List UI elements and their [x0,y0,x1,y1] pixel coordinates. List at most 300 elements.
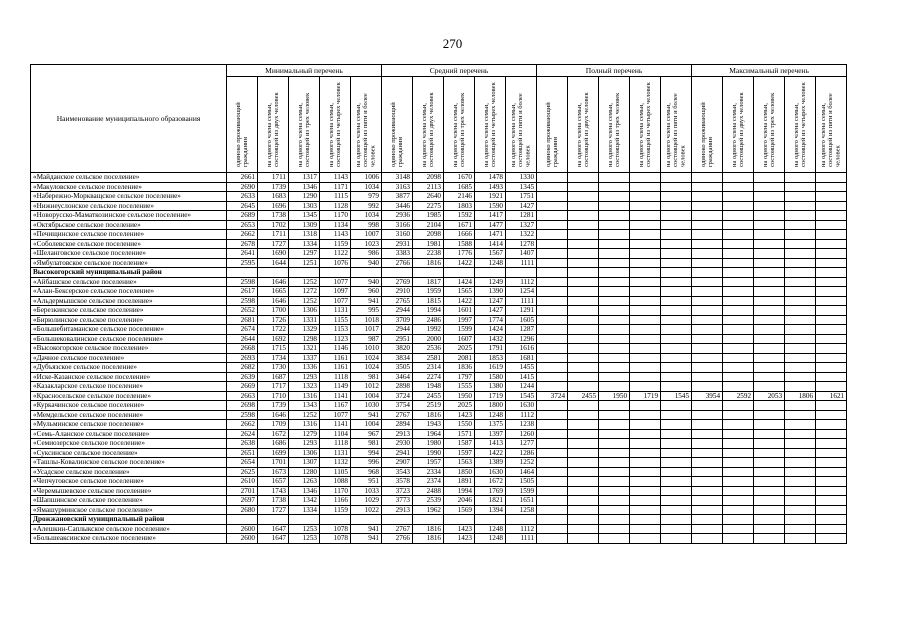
subcolumn-header [413,77,444,173]
table-row [31,524,847,534]
settlement-name: «Дубъязское сельское поселение» [31,363,227,373]
value-cell: 2455 [568,391,599,401]
value-cell [754,458,785,468]
value-cell: 1738 [258,496,289,506]
value-cell: 981 [351,372,382,382]
value-cell [692,230,723,240]
value-cell: 1279 [289,429,320,439]
settlement-name: «Майданское сельское поселение» [31,173,227,183]
value-cell: 1252 [506,458,537,468]
value-cell: 1346 [289,486,320,496]
value-cell: 1727 [258,505,289,515]
value-cell [661,201,692,211]
settlement-name: «Айбашское сельское поселение» [31,277,227,287]
value-cell: 1957 [413,458,444,468]
value-cell: 1077 [320,410,351,420]
value-cell [816,211,847,221]
value-cell [661,524,692,534]
value-cell [599,344,630,354]
value-cell [661,249,692,259]
subcolumn-header-label: на одного члена семьи, состоящей из четырех человек [327,82,342,167]
value-cell: 987 [351,334,382,344]
value-cell [816,505,847,515]
value-cell [568,173,599,183]
subcolumn-header [568,77,599,173]
value-cell [692,287,723,297]
value-cell [630,458,661,468]
value-cell [568,220,599,230]
value-cell [568,230,599,240]
value-cell: 2539 [413,496,444,506]
value-cell: 2698 [227,401,258,411]
value-cell: 1569 [444,505,475,515]
value-cell [692,467,723,477]
value-cell: 2274 [413,372,444,382]
value-cell [754,201,785,211]
value-cell [444,515,475,525]
value-cell [785,524,816,534]
value-cell: 3464 [382,372,413,382]
value-cell: 2486 [413,315,444,325]
value-cell: 1719 [630,391,661,401]
value-cell [630,448,661,458]
table-row [31,496,847,506]
value-cell: 1791 [475,344,506,354]
value-cell: 2053 [754,391,785,401]
value-cell: 2913 [382,505,413,515]
table-row [31,505,847,515]
value-cell: 1277 [506,439,537,449]
value-cell: 1646 [258,296,289,306]
value-cell: 1141 [320,420,351,430]
value-cell: 2766 [382,258,413,268]
subcolumn-header [289,77,320,173]
value-cell: 1743 [258,486,289,496]
value-cell: 1769 [475,486,506,496]
value-cell: 1029 [351,496,382,506]
value-cell: 1651 [506,496,537,506]
value-cell: 981 [351,439,382,449]
value-cell [568,211,599,221]
value-cell: 1948 [413,382,444,392]
value-cell: 1278 [506,239,537,249]
value-cell: 2046 [444,496,475,506]
value-cell: 1306 [289,306,320,316]
value-cell [537,477,568,487]
value-cell: 1590 [475,201,506,211]
value-cell: 1597 [444,448,475,458]
value-cell: 1751 [506,192,537,202]
value-cell [661,306,692,316]
value-cell [568,315,599,325]
value-cell [816,239,847,249]
value-cell [816,486,847,496]
subcolumn-header [506,77,537,173]
value-cell [630,486,661,496]
value-cell [754,372,785,382]
value-cell [568,534,599,544]
value-cell [754,268,785,278]
value-cell: 1821 [475,496,506,506]
value-cell: 1238 [506,420,537,430]
value-cell: 1161 [320,353,351,363]
value-cell [630,401,661,411]
value-cell [630,182,661,192]
value-cell [723,496,754,506]
value-cell: 1024 [351,363,382,373]
value-cell [723,325,754,335]
value-cell [537,334,568,344]
subcolumn-header-label: на одного члена семьи, состоящей из двух человек [575,92,591,167]
value-cell [816,192,847,202]
value-cell: 1422 [475,448,506,458]
value-cell: 2374 [413,477,444,487]
value-cell [568,496,599,506]
subcolumn-header-label: на одного члена семьи, состоящей из четырех человек [792,82,808,167]
value-cell [537,182,568,192]
value-cell [599,230,630,240]
value-cell [382,268,413,278]
value-cell: 2104 [413,220,444,230]
value-cell: 3505 [382,363,413,373]
value-cell [537,496,568,506]
value-cell [723,182,754,192]
value-cell: 2682 [227,363,258,373]
value-cell: 1616 [506,344,537,354]
value-cell [661,277,692,287]
value-cell [723,296,754,306]
value-cell: 1006 [351,173,382,183]
value-cell: 1719 [475,391,506,401]
value-cell [692,496,723,506]
value-cell [754,496,785,506]
value-cell: 1427 [475,306,506,316]
value-cell [475,268,506,278]
value-cell [661,429,692,439]
value-cell [785,239,816,249]
value-cell: 3163 [382,182,413,192]
value-cell: 1423 [444,524,475,534]
value-cell [785,363,816,373]
group-header-minimal: Минимальный перечень [227,65,382,77]
value-cell [816,439,847,449]
value-cell [692,344,723,354]
value-cell: 2681 [227,315,258,325]
value-cell [630,334,661,344]
value-cell: 2644 [227,334,258,344]
value-cell: 1254 [506,287,537,297]
value-cell: 1647 [258,534,289,544]
value-cell: 2639 [227,372,258,382]
table-row [31,372,847,382]
value-cell [661,258,692,268]
value-cell [754,173,785,183]
value-cell: 1962 [413,505,444,515]
value-cell [568,325,599,335]
value-cell: 3543 [382,467,413,477]
value-cell [785,401,816,411]
value-cell: 1316 [289,420,320,430]
value-cell [785,439,816,449]
value-cell [816,296,847,306]
value-cell: 1161 [320,363,351,373]
value-cell: 1375 [475,420,506,430]
value-cell [816,334,847,344]
value-cell [630,211,661,221]
value-cell [785,505,816,515]
value-cell [568,344,599,354]
value-cell [568,477,599,487]
value-cell [692,182,723,192]
table-row [31,173,847,183]
value-cell: 1018 [351,315,382,325]
value-cell: 1389 [475,458,506,468]
value-cell: 1505 [506,477,537,487]
value-cell: 1605 [506,315,537,325]
value-cell [537,325,568,335]
value-cell: 3820 [382,344,413,354]
value-cell [723,230,754,240]
value-cell: 1394 [475,505,506,515]
value-cell: 1293 [289,439,320,449]
value-cell [723,249,754,259]
value-cell: 1097 [320,287,351,297]
value-cell [723,429,754,439]
value-cell: 1088 [320,477,351,487]
name-column-header: Наименование муниципального образования [31,65,227,173]
value-cell [630,363,661,373]
value-cell [692,201,723,211]
value-cell [785,334,816,344]
value-cell: 1683 [258,192,289,202]
value-cell: 1630 [475,467,506,477]
value-cell [568,334,599,344]
value-cell: 1248 [475,258,506,268]
value-cell: 1034 [351,182,382,192]
value-cell [723,315,754,325]
value-cell: 2645 [227,201,258,211]
value-cell [537,353,568,363]
value-cell: 1334 [289,239,320,249]
value-cell: 1477 [475,220,506,230]
value-cell [599,315,630,325]
value-cell: 1345 [289,211,320,221]
value-cell: 1630 [506,401,537,411]
value-cell: 1464 [506,467,537,477]
value-cell: 1455 [506,363,537,373]
value-cell [785,277,816,287]
value-cell: 1565 [444,287,475,297]
value-cell [723,220,754,230]
value-cell: 1252 [289,296,320,306]
value-cell [537,458,568,468]
settlement-name: «Мульминское сельское поселение» [31,420,227,430]
value-cell: 1545 [506,391,537,401]
value-cell [692,429,723,439]
value-cell [785,325,816,335]
value-cell: 3724 [382,391,413,401]
value-cell: 1286 [506,448,537,458]
settlement-name: «Дачное сельское поселение» [31,353,227,363]
value-cell [630,524,661,534]
value-cell [754,505,785,515]
value-cell: 3773 [382,496,413,506]
value-cell [692,258,723,268]
settlement-name: «Семиозерское сельское поселение» [31,439,227,449]
value-cell: 1337 [289,353,320,363]
value-cell [661,315,692,325]
value-cell: 1030 [351,401,382,411]
value-cell [816,249,847,259]
value-cell: 1673 [258,467,289,477]
value-cell: 1076 [320,258,351,268]
value-cell [599,173,630,183]
subcolumn-header [599,77,630,173]
value-cell [785,448,816,458]
value-cell: 1739 [258,401,289,411]
value-cell [816,524,847,534]
value-cell: 1850 [444,467,475,477]
value-cell [413,515,444,525]
value-cell: 1424 [444,277,475,287]
value-cell: 2581 [413,353,444,363]
value-cell [723,353,754,363]
value-cell [816,201,847,211]
value-cell [599,268,630,278]
value-cell: 1290 [289,192,320,202]
value-cell [785,420,816,430]
value-cell: 1992 [413,325,444,335]
value-cell: 2894 [382,420,413,430]
value-cell: 1665 [258,287,289,297]
value-cell: 2519 [413,401,444,411]
value-cell [568,296,599,306]
value-cell [785,192,816,202]
value-cell [723,211,754,221]
value-cell [537,173,568,183]
value-cell [630,173,661,183]
value-cell [692,401,723,411]
value-cell: 1252 [289,410,320,420]
value-cell: 1143 [320,173,351,183]
value-cell [816,448,847,458]
value-cell [754,287,785,297]
value-cell [816,420,847,430]
table-row [31,353,847,363]
value-cell [785,268,816,278]
value-cell: 1816 [413,524,444,534]
value-cell: 1774 [475,315,506,325]
value-cell [661,505,692,515]
subcolumn-header-label: на одного члена семьи, состоящей из четырех человек [637,82,653,167]
value-cell: 2678 [227,239,258,249]
value-cell: 1959 [413,287,444,297]
table-row [31,401,847,411]
value-cell [599,382,630,392]
settlement-name: «Чепчуговское сельское поселение» [31,477,227,487]
value-cell: 1816 [413,534,444,544]
value-cell: 1252 [289,277,320,287]
value-cell [692,382,723,392]
value-cell [723,173,754,183]
table-row [31,315,847,325]
value-cell: 1478 [475,173,506,183]
value-cell [754,230,785,240]
value-cell: 2910 [382,287,413,297]
value-cell: 2767 [382,524,413,534]
value-cell [630,268,661,278]
value-cell [692,249,723,259]
table-row [31,467,847,477]
value-cell: 1004 [351,420,382,430]
value-cell [692,239,723,249]
value-cell: 1342 [289,496,320,506]
value-cell: 1997 [444,315,475,325]
value-cell [816,382,847,392]
value-cell: 1647 [258,524,289,534]
value-cell [599,211,630,221]
value-cell: 1853 [475,353,506,363]
value-cell: 995 [351,306,382,316]
value-cell: 1327 [506,220,537,230]
value-cell: 986 [351,249,382,259]
table-row [31,239,847,249]
value-cell: 1331 [289,315,320,325]
value-cell: 1104 [320,429,351,439]
table-row [31,439,847,449]
value-cell: 3709 [382,315,413,325]
subcolumn-header [258,77,289,173]
value-cell: 1644 [258,258,289,268]
settlement-name: «Ямашурминское сельское поселение» [31,505,227,515]
value-cell [692,334,723,344]
value-cell [320,268,351,278]
value-cell: 1166 [320,496,351,506]
value-cell [568,515,599,525]
value-cell [475,515,506,525]
value-cell [754,429,785,439]
value-cell: 1990 [413,448,444,458]
value-cell [754,401,785,411]
subcolumn-header-label: на одного члена семьи, состоящей из трех человек [451,92,467,167]
value-cell: 1297 [289,249,320,259]
value-cell: 2146 [444,192,475,202]
value-cell: 2624 [227,429,258,439]
value-cell [599,296,630,306]
value-cell [754,439,785,449]
value-cell: 1033 [351,486,382,496]
value-cell: 1248 [475,534,506,544]
value-cell: 2662 [227,420,258,430]
settlement-name: «Алешкин-Саплыкское сельское поселение» [31,524,227,534]
value-cell: 1022 [351,505,382,515]
value-cell: 979 [351,192,382,202]
value-cell: 1423 [444,410,475,420]
subcolumn-header-label: на одного члена семьи, состоящей из пяти и более человек [355,93,377,167]
value-cell: 2641 [227,249,258,259]
value-cell [816,325,847,335]
value-cell [568,524,599,534]
value-cell [692,505,723,515]
value-cell: 2697 [227,496,258,506]
value-cell [692,306,723,316]
value-cell: 2690 [227,182,258,192]
value-cell: 1004 [351,391,382,401]
settlement-name: «Ташлы-Ковалинское сельское поселение» [31,458,227,468]
value-cell: 1715 [258,344,289,354]
settlement-name: «Шеланговское сельское поселение» [31,249,227,259]
value-cell [599,334,630,344]
